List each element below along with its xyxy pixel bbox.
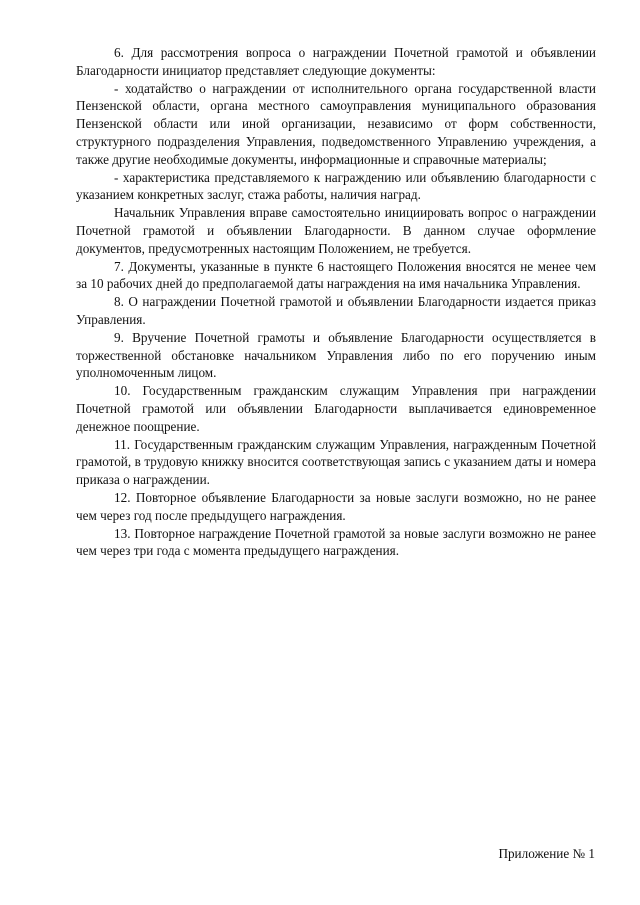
paragraph-head-initiative: Начальник Управления вправе самостоятельно инициировать вопрос о награждении Почетной грамотой и объявлении Благодарности. В данном случае оформление документов, предусмотренных настоящим Положением, не требуется. [76, 205, 596, 256]
document-body [76, 44, 596, 560]
paragraph-item-10: 10. Государственным гражданским служащим Управления при награждении Почетной грамотой или объявлении Благодарности выплачивается единовременное денежное поощрение. [76, 383, 596, 434]
paragraph-item-6-petition: - ходатайство о награждении от исполнительного органа государственной власти Пензенской области, органа местного самоуправления муниципального образования Пензенской области или иной организации, независимо от форм собственности, структурного подразделения Управления, подведомственного Управлению учреждения, а также другие необходимые документы, информационные и справочные материалы; [76, 80, 596, 167]
paragraph-item-6: 6. Для рассмотрения вопроса о награждении Почетной грамотой и объявлении Благодарности инициатор представляет следующие документы: [76, 45, 596, 78]
appendix-label: Приложение № 1 [498, 846, 595, 861]
paragraph-item-8: 8. О награждении Почетной грамотой и объявлении Благодарности издается приказ Управления. [76, 294, 596, 327]
paragraph-item-11: 11. Государственным гражданским служащим Управления, награжденным Почетной грамотой, в трудовую книжку вносится соответствующая запись с указанием даты и номера приказа о награждении. [76, 436, 596, 488]
paragraph-item-6-characteristic: - характеристика представляемого к награждению или объявлению благодарности с указанием конкретных заслуг, стажа работы, наличия наград. [76, 169, 596, 203]
paragraph-item-7: 7. Документы, указанные в пункте 6 настоящего Положения вносятся не менее чем за 10 рабочих дней до предполагаемой даты награждения на имя начальника Управления. [76, 258, 596, 292]
paragraph-item-13: 13. Повторное награждение Почетной грамотой за новые заслуги возможно не ранее чем через три года с момента предыдущего награждения. [76, 525, 596, 559]
paragraph-item-9: 9. Вручение Почетной грамоты и объявление Благодарности осуществляется в торжественной обстановке начальником Управления либо по его поручению иным уполномоченным лицом. [76, 329, 596, 381]
paragraph-item-12: 12. Повторное объявление Благодарности за новые заслуги возможно, но не ранее чем через год после предыдущего награждения. [76, 489, 596, 523]
